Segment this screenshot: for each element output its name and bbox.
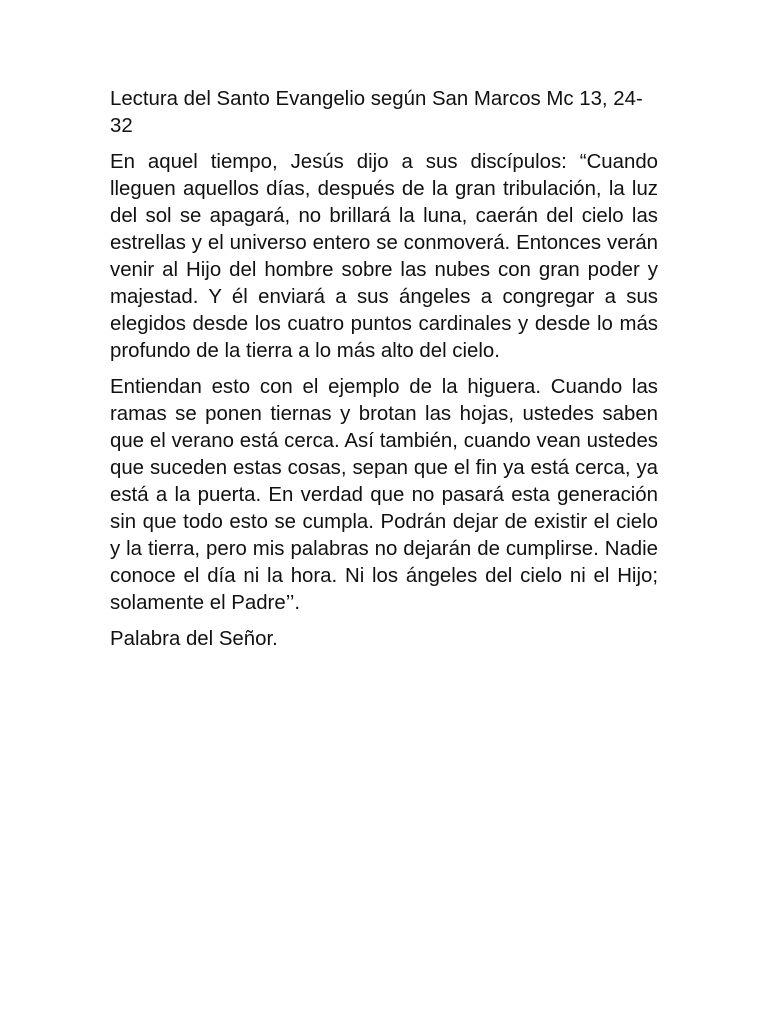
paragraph-2: Entiendan esto con el ejemplo de la higuera. Cuando las ramas se ponen tiernas y brotan las hojas, ustedes saben que el verano está cerca. Así también, cuando vean ustedes que suceden estas cosas, sepan que el fin ya está cerca, ya está a la puerta. En verdad que no pasará esta generación sin que todo esto se cumpla. Podrán dejar de existir el cielo y la tierra, pero mis palabras no dejarán de cumplirse. Nadie conoce el día ni la hora. Ni los ángeles del cielo ni el Hijo; solamente el Padre’’. [110, 376, 658, 614]
document-page [110, 86, 658, 662]
closing-line: Palabra del Señor. [110, 628, 278, 650]
reading-heading: Lectura del Santo Evangelio según San Marcos Mc 13, 24-32 [110, 88, 643, 137]
paragraph-1: En aquel tiempo, Jesús dijo a sus discípulos: “Cuando lleguen aquellos días, después de la gran tribulación, la luz del sol se apagará, no brillará la luna, caerán del cielo las estrellas y el universo entero se conmoverá. Entonces verán venir al Hijo del hombre sobre las nubes con gran poder y majestad. Y él enviará a sus ángeles a congregar a sus elegidos desde los cuatro puntos cardinales y desde lo más profundo de la tierra a lo más alto del cielo. [110, 151, 658, 362]
